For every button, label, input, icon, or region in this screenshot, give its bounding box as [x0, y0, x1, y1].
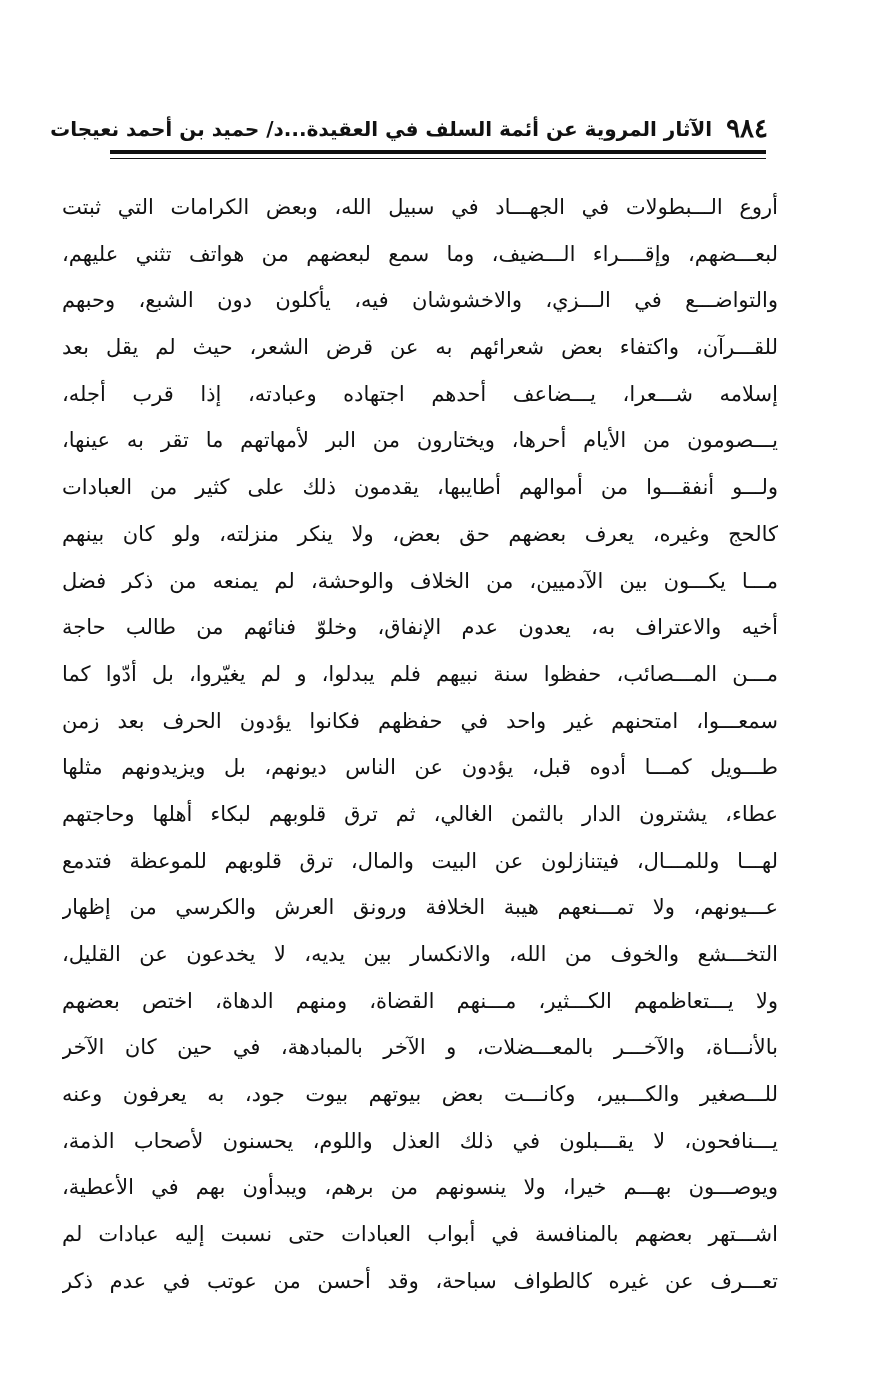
text-line: ويوصـــون بهـــم خيرا، ولا ينسونهم من برهم، ويبدأون بهم في الأعطية،	[62, 1175, 778, 1200]
text-line: عـــيونهم، ولا تمـــنعهم هيبة الخلافة ورونق العرش والكرسي من إظهار	[62, 895, 778, 920]
page-number: ٩٨٤	[726, 114, 768, 144]
text-line: اشـــتهر بعضهم بالمنافسة في أبواب العبادات حتى نسبت إليه عبادات لم	[62, 1222, 778, 1247]
text-line: يـــصومون من الأيام أحرها، ويختارون من البر لأمهاتهم ما تقر به عينها،	[62, 428, 778, 453]
text-line: طـــويل كمـــا أدوه قبل، يؤدون عن الناس ديونهم، بل ويزيدونهم مثلها	[62, 755, 778, 780]
text-line: مـــن المـــصائب، حفظوا سنة نبيهم فلم يبدلوا، و لم يغيّروا، بل أدّوا كما	[62, 661, 778, 686]
running-title: الآثار المروية عن أئمة السلف في العقيدة...د/ حميد بن أحمد نعيجات	[50, 117, 713, 141]
text-line: لبعـــضهم، وإقــــراء الـــضيف، وما سمع لبعضهم من هواتف تثني عليهم،	[62, 241, 778, 266]
text-line: التخـــشع والخوف من الله، والانكسار بين يديه، لا يخدعون عن القليل،	[62, 942, 778, 966]
body-text	[62, 184, 778, 1305]
text-line: إسلامه شـــعرا، يـــضاعف أحدهم اجتهاده وعبادته، إذا قرب أجله،	[62, 381, 778, 406]
header-rule-thin	[110, 158, 766, 159]
header-rule-thick	[110, 150, 766, 154]
text-line: للـــصغير والكـــبير، وكانـــت بعض بيوتهم بيوت جود، به يعرفون وعنه	[62, 1082, 778, 1107]
text-line: بالأنـــاة، والآخـــر بالمعـــضلات، و الآخر بالمبادهة، في حين كان الآخر	[62, 1035, 778, 1060]
text-line: كالحج وغيره، يعرف بعضهم حق بعض، ولا ينكر منزلته، ولو كان بينهم	[62, 521, 778, 546]
text-line: أخيه والاعتراف به، يعدون عدم الإنفاق، وخلوّ فنائهم من طالب حاجة	[62, 615, 778, 640]
text-line: للقـــرآن، واكتفاء بعض شعرائهم به عن قرض الشعر، حيث لم يقل بعد	[62, 335, 778, 360]
text-line: والتواضـــع في الـــزي، والاخشوشان فيه، يأكلون دون الشبع، وحبهم	[62, 288, 778, 313]
text-line: سمعـــوا، امتحنهم غير واحد في حفظهم فكانوا يؤدون الحرف بعد زمن	[62, 708, 778, 733]
page-header	[50, 106, 768, 146]
text-line: تعـــرف عن غيره كالطواف سباحة، وقد أحسن من عوتب في عدم ذكر	[62, 1268, 778, 1293]
text-line: يـــنافحون، لا يقـــبلون في ذلك العذل واللوم، يحسنون لأصحاب الذمة،	[62, 1128, 778, 1153]
text-line: ولـــو أنفقـــوا من أموالهم أطايبها، يقدمون ذلك على كثير من العبادات	[62, 475, 778, 500]
text-line: ولا يـــتعاظمهم الكـــثير، مـــنهم القضاة، ومنهم الدهاة، اختص بعضهم	[62, 988, 778, 1013]
text-line: عطاء، يشترون الدار بالثمن الغالي، ثم ترق قلوبهم لبكاء أهلها وحاجتهم	[62, 801, 778, 826]
text-line: لهـــا وللمـــال، فيتنازلون عن البيت والمال، ترق قلوبهم للموعظة فتدمع	[62, 848, 778, 873]
text-line: مـــا يكـــون بين الآدميين، من الخلاف والوحشة، لم يمنعه من ذكر فضل	[62, 568, 778, 593]
text-line: أروع الـــبطولات في الجهـــاد في سبيل الله، وبعض الكرامات التي ثبتت	[62, 195, 778, 219]
